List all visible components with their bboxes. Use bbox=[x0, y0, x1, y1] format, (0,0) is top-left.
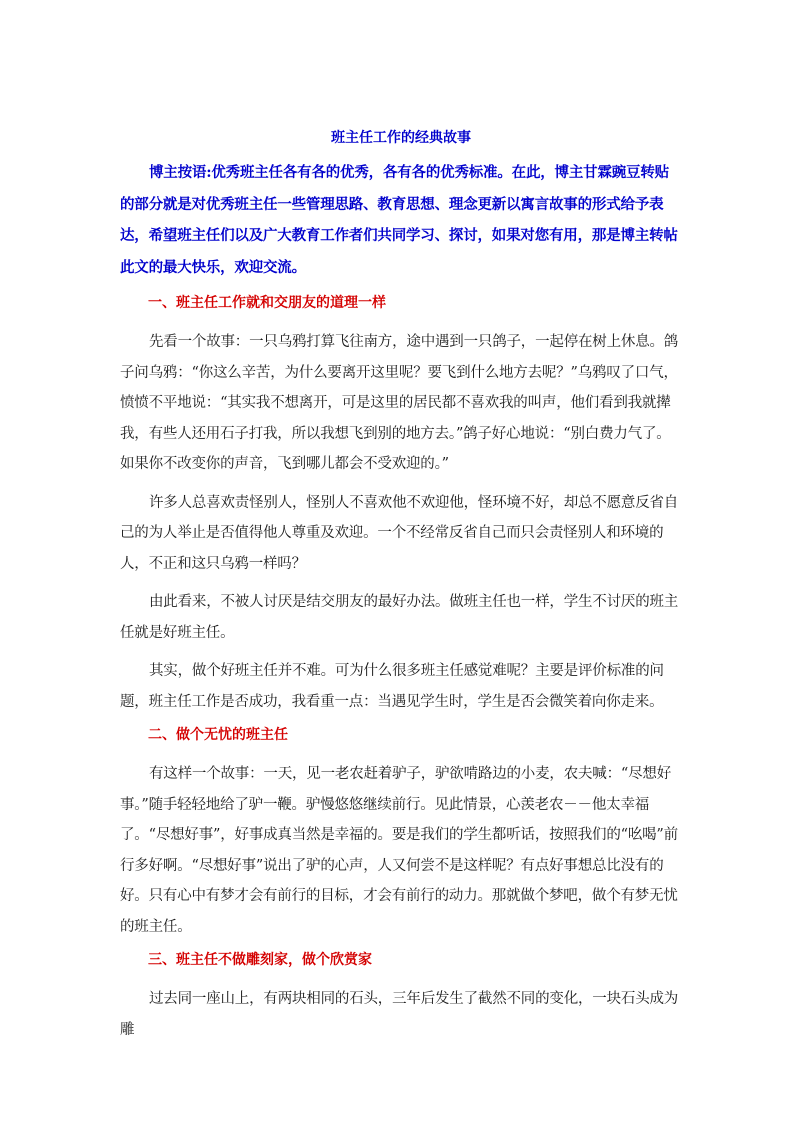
section-3-paragraph-1: 过去同一座山上，有两块相同的石头，三年后发生了截然不同的变化，一块石头成为雕 bbox=[120, 991, 679, 1038]
section-heading-2: 二、做个无忧的班主任 bbox=[148, 727, 288, 743]
section-3 bbox=[120, 950, 682, 1045]
section-1-paragraph-3: 由此看来，不被人讨厌是结交朋友的最好办法。做班主任也一样，学生不讨厌的班主任就是好班主任。 bbox=[120, 594, 679, 641]
section-1-paragraph-2: 许多人总喜欢责怪别人，怪别人不喜欢他不欢迎他，怪环境不好，却总不愿意反省自己的为人举止是否值得他人尊重及欢迎。一个不经常反省自己而只会责怪别人和环境的人，不正和这只乌鸦一样吗？ bbox=[120, 494, 679, 572]
document-title: 班主任工作的经典故事 bbox=[331, 130, 471, 146]
section-1 bbox=[120, 293, 682, 717]
section-1-paragraph-4: 其实，做个好班主任并不难。可为什么很多班主任感觉难呢？主要是评价标准的问题，班主任工作是否成功，我看重一点：当遇见学生时，学生是否会微笑着向你走来。 bbox=[120, 663, 664, 710]
section-1-paragraph-1: 先看一个故事：一只乌鸦打算飞往南方，途中遇到一只鸽子，一起停在树上休息。鸽子问乌鸦：“你这么辛苦，为什么要离开这里呢？要飞到什么地方去呢？”乌鸦叹了口气，愤愤不平地说：“其实我不想离开，可是这里的居民都不喜欢我的叫声，他们看到我就撵我，有些人还用石子打我，所以我想飞到别的地方去。”鸽子好心地说：“别白费力气了。如果你不改变你的声音，飞到哪儿都会不受欢迎的。” bbox=[120, 334, 679, 472]
section-2 bbox=[120, 725, 682, 942]
blogger-intro: 博主按语:优秀班主任各有各的优秀，各有各的优秀标准。在此，博主甘霖豌豆转贴的部分就是对优秀班主任一些管理思路、教育思想、理念更新以寓言故事的形式给予表达，希望班主任们以及广大教育工作者们共同学习、探讨，如果对您有用，那是博主转帖此文的最大快乐，欢迎交流。 bbox=[120, 164, 678, 276]
section-heading-1: 一、班主任工作就和交朋友的道理一样 bbox=[148, 295, 386, 311]
section-heading-3: 三、班主任不做雕刻家，做个欣赏家 bbox=[148, 952, 372, 968]
document-page bbox=[120, 128, 682, 1053]
section-2-paragraph-1: 有这样一个故事：一天，见一老农赶着驴子，驴欲啃路边的小麦，农夫喊：“尽想好事。”随手轻轻地给了驴一鞭。驴慢悠悠继续前行。见此情景，心羡老农－－他太幸福了。“尽想好事”，好事成真当然是幸福的。要是我们的学生都听话，按照我们的“吆喝”前行多好啊。“尽想好事”说出了驴的心声，人又何尝不是这样呢？有点好事想总比没有的好。只有心中有梦才会有前行的目标，才会有前行的动力。那就做个梦吧，做个有梦无忧的班主任。 bbox=[120, 766, 678, 935]
